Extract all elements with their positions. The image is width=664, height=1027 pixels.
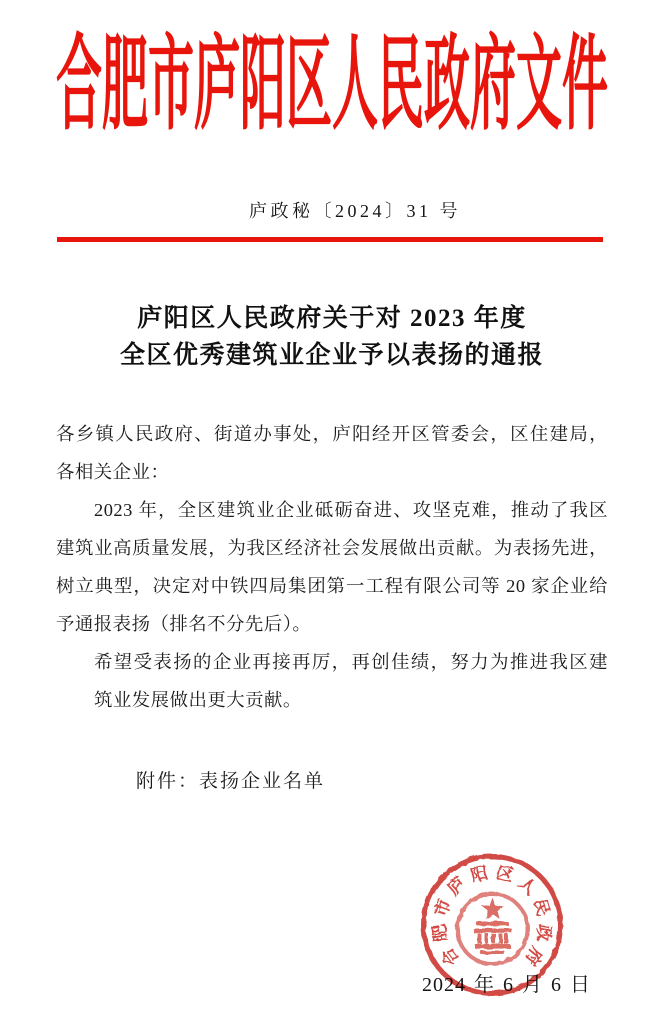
- letterhead-title: 合肥市庐阳区人民政府文件: [56, 27, 608, 142]
- body-line: 树立典型，决定对中铁四局集团第一工程有限公司等 20 家企业给: [56, 576, 608, 596]
- attachment-note: 附件：表扬企业名单: [136, 771, 326, 792]
- svg-text:合: 合: [437, 944, 463, 970]
- svg-text:庐: 庐: [443, 873, 470, 899]
- body-line: 希望受表扬的企业再接再厉，再创佳绩，努力为推进我区建: [94, 652, 608, 672]
- body-line: 各乡镇人民政府、街道办事处，庐阳经开区管委会，区住建局，: [56, 424, 608, 444]
- national-emblem-icon: [458, 894, 528, 964]
- svg-text:政: 政: [533, 923, 555, 943]
- body-line: 建筑业高质量发展，为我区经济社会发展做出贡献。为表扬先进，: [56, 538, 608, 558]
- body-line: 筑业发展做出更大贡献。: [94, 690, 302, 710]
- document-title-line-1: 庐阳区人民政府关于对 2023 年度: [137, 305, 527, 332]
- document-title-line-2: 全区优秀建筑业企业予以表扬的通报: [119, 342, 544, 369]
- svg-text:区: 区: [494, 862, 516, 886]
- official-seal: [418, 845, 568, 1005]
- body-line: 各相关企业：: [56, 462, 170, 482]
- body-line: 予通报表扬（排名不分先后）。: [56, 614, 312, 634]
- svg-text:民: 民: [529, 896, 554, 919]
- body-line: 2023 年，全区建筑业企业砥砺奋进、攻坚克难，推动了我区: [94, 500, 608, 520]
- document-body: [56, 415, 608, 719]
- svg-text:阳: 阳: [468, 862, 490, 886]
- document-title: [0, 300, 664, 374]
- issue-date: 2024 年 6 月 6 日: [422, 974, 591, 996]
- red-divider-line: [57, 237, 603, 242]
- svg-text:人: 人: [514, 873, 541, 899]
- document-number: 庐政秘〔2024〕31 号: [249, 201, 461, 221]
- svg-text:市: 市: [430, 896, 455, 919]
- star-icon: [483, 899, 502, 918]
- svg-text:府: 府: [521, 944, 547, 970]
- svg-text:肥: 肥: [429, 923, 451, 943]
